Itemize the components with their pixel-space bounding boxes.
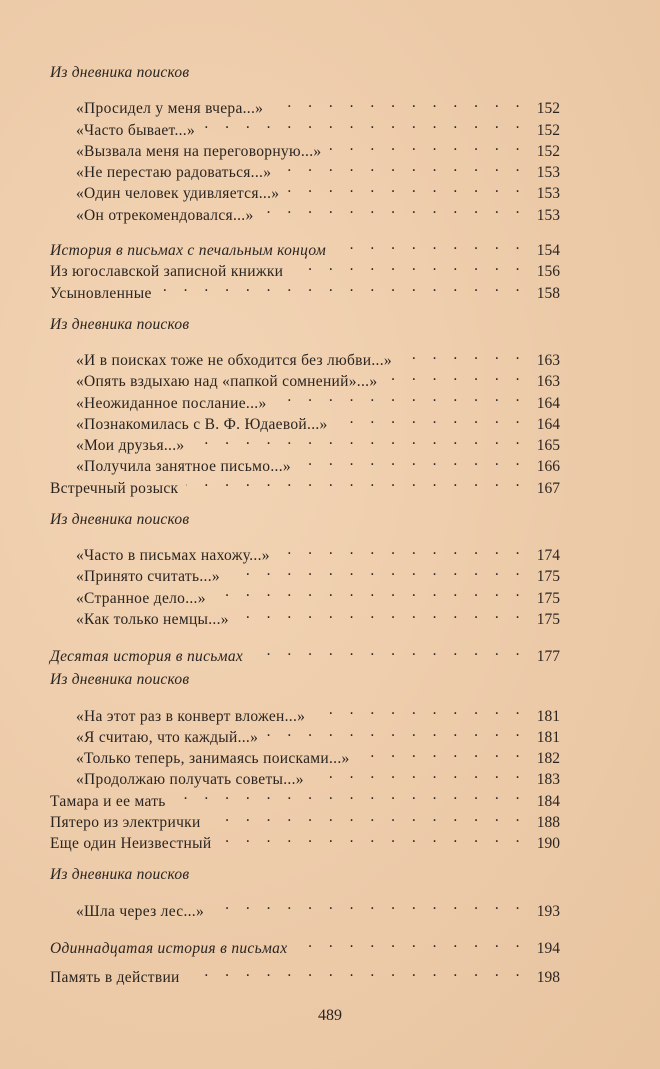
entry-title: «Получила занятное письмо...» (76, 458, 291, 476)
entry-page: 183 (536, 771, 560, 789)
entry-title: «Опять вздыхаю над «папкой сомнений»...» (76, 373, 378, 391)
entry-title: «Мои друзья...» (76, 437, 185, 455)
dot-leader (336, 408, 526, 429)
dot-leader (312, 763, 526, 784)
entry-page: 175 (536, 610, 560, 628)
section-heading: Из дневника поисков (50, 64, 190, 81)
dot-leader (228, 560, 526, 581)
table-of-contents (50, 62, 560, 987)
entry-page: 175 (536, 589, 560, 607)
entry-title: Десятая история в письмах (50, 648, 244, 666)
entry-title: «Часто бывает...» (76, 121, 196, 139)
dot-leader (203, 113, 526, 134)
dot-leader (334, 234, 526, 255)
dot-leader (188, 961, 526, 982)
entry-page: 156 (536, 263, 560, 281)
dot-leader (291, 255, 526, 276)
entry-page: 184 (536, 792, 560, 810)
entry-page: 193 (536, 902, 560, 920)
entry-title: Тамара и ее мать (50, 792, 166, 810)
entry-page: 181 (536, 707, 560, 725)
dot-leader (237, 603, 526, 624)
toc-entry (50, 961, 560, 987)
entry-page: 198 (536, 969, 560, 987)
entry-title: Пятеро из электрички (50, 814, 201, 832)
entry-page: 163 (536, 351, 560, 369)
entry-title: Еще один Неизвестный (50, 835, 212, 853)
entry-page: 154 (536, 242, 560, 260)
dot-leader (313, 699, 526, 720)
dot-leader (212, 894, 526, 915)
dot-leader (400, 344, 526, 365)
section-heading: Из дневника поисков (50, 866, 190, 884)
toc-entry (50, 699, 560, 725)
toc-entry (50, 640, 560, 666)
dot-leader (192, 429, 526, 450)
entry-page: 175 (536, 568, 560, 586)
entry-title: «Просидел у меня вчера...» (76, 100, 264, 118)
entry-page: 164 (536, 415, 560, 433)
entry-title: Встречный розыск (50, 479, 179, 497)
entry-title: Из югославской записной книжки (50, 263, 284, 281)
entry-title: «Познакомилась с В. Ф. Юдаевой...» (76, 415, 328, 433)
entry-title: «И в поисках тоже не обходится без любви...» (76, 351, 392, 369)
entry-title: История в письмах с печальным концом (50, 242, 327, 260)
toc-entry (50, 344, 560, 369)
entry-page: 163 (536, 373, 560, 391)
toc-entry (50, 234, 560, 260)
entry-title: Одиннадцатая история в письмах (50, 939, 288, 957)
dot-leader (275, 386, 526, 407)
dot-leader (358, 742, 526, 763)
entry-page: 165 (536, 437, 560, 455)
dot-leader (385, 365, 526, 386)
dot-leader (174, 784, 526, 805)
entry-page: 152 (536, 142, 560, 160)
toc-entry (50, 894, 560, 920)
entry-page: 174 (536, 547, 560, 565)
dot-leader (329, 135, 526, 156)
entry-page: 153 (536, 164, 560, 182)
toc-entry (50, 92, 560, 118)
entry-page: 164 (536, 394, 560, 412)
entry-page: 158 (536, 284, 560, 302)
entry-page: 190 (536, 835, 560, 853)
entry-page: 152 (536, 121, 560, 139)
entry-page: 166 (536, 458, 560, 476)
entry-page: 182 (536, 750, 560, 768)
entry-page: 177 (536, 648, 560, 666)
dot-leader (262, 198, 526, 219)
dot-leader (160, 276, 526, 297)
dot-leader (279, 156, 526, 177)
dot-leader (299, 450, 526, 471)
entry-page: 153 (536, 206, 560, 224)
dot-leader (278, 539, 526, 560)
dot-leader (209, 806, 526, 827)
entry-title: «Принято считать...» (76, 568, 220, 586)
dot-leader (219, 827, 526, 848)
dot-leader (214, 581, 526, 602)
dot-leader (251, 640, 526, 661)
dot-leader (287, 177, 526, 198)
dot-leader (186, 471, 526, 492)
entry-page: 167 (536, 479, 560, 497)
entry-title: «Я считаю, что каждый...» (76, 728, 259, 746)
entry-page: 153 (536, 185, 560, 203)
entry-title: «Продолжаю получать советы...» (76, 771, 304, 789)
entry-title: «Неожиданное послание...» (76, 394, 267, 412)
section-heading: Из дневника поисков (50, 510, 190, 528)
entry-page: 181 (536, 728, 560, 746)
page-number: 489 (318, 1007, 342, 1024)
dot-leader (271, 92, 526, 113)
entry-title: «Не перестаю радоваться...» (76, 164, 272, 182)
entry-title: «Странное дело...» (76, 589, 206, 607)
entry-page: 152 (536, 100, 560, 118)
entry-title: «Только теперь, занимаясь поисками...» (76, 750, 350, 768)
toc-entry (50, 539, 560, 565)
entry-page: 188 (536, 814, 560, 832)
toc-entry (50, 932, 560, 957)
entry-title: Усыновленные (50, 284, 152, 302)
entry-title: «Как только немцы...» (76, 610, 229, 628)
entry-title: «Шла через лес...» (76, 902, 205, 920)
dot-leader (295, 932, 526, 953)
entry-title: Память в действии (50, 969, 180, 987)
section-heading: Из дневника поисков (50, 315, 190, 333)
entry-title: «Один человек удивляется...» (76, 185, 280, 203)
entry-title: «Он отрекомендовался...» (76, 206, 254, 224)
entry-page: 194 (536, 939, 560, 957)
section-heading: Из дневника поисков (50, 671, 190, 689)
entry-title: «Часто в письмах нахожу...» (76, 547, 270, 565)
dot-leader (266, 721, 526, 742)
entry-title: «На этот раз в конверт вложен...» (76, 707, 306, 725)
entry-title: «Вызвала меня на переговорную...» (76, 142, 322, 160)
